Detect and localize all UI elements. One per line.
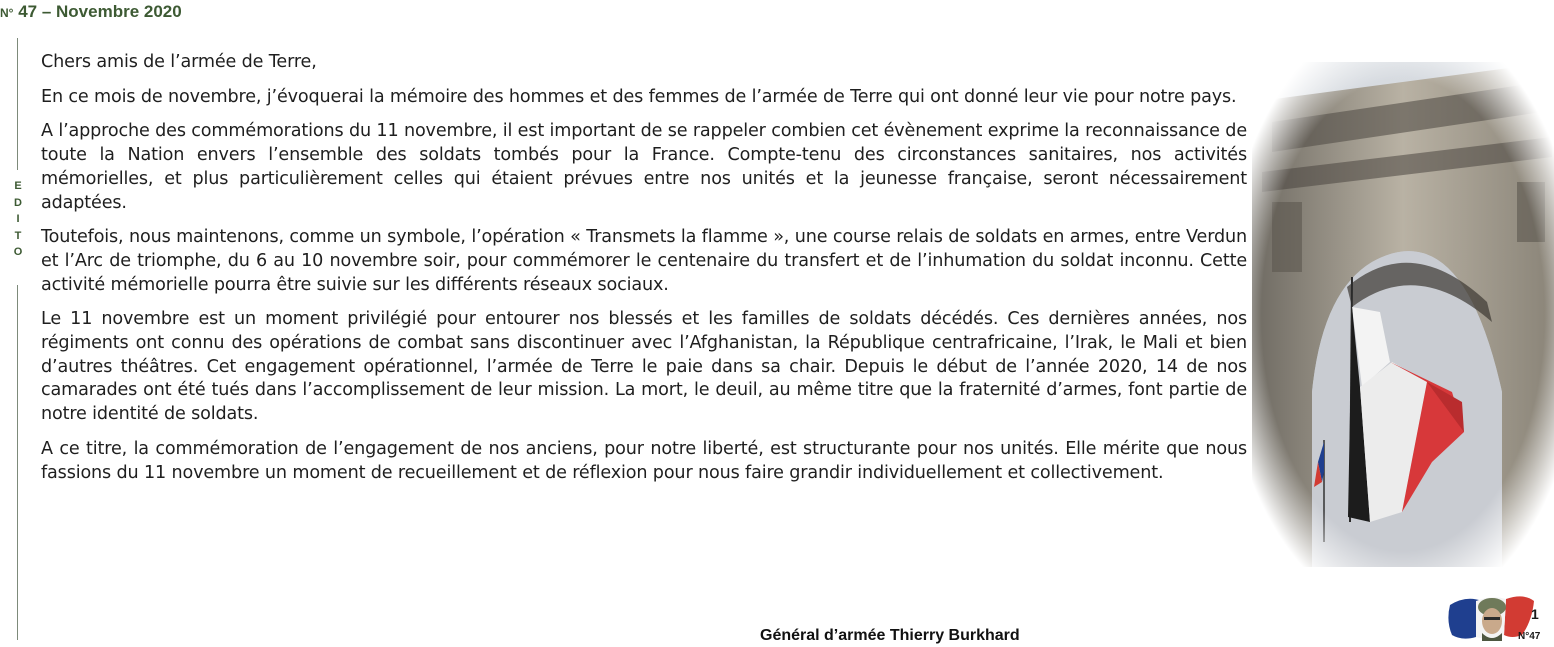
paragraph: En ce mois de novembre, j’évoquerai la mémoire des hommes et des femmes de l’armée de Terre qui ont donné leur vie pour notre pays. — [41, 86, 1237, 107]
issue-label: 47 – Novembre 2020 — [18, 2, 182, 21]
salutation: Chers amis de l’armée de Terre, — [41, 52, 317, 72]
edito-letter: I — [16, 213, 20, 225]
edito-letter: E — [14, 180, 22, 192]
edito-letter: D — [14, 196, 22, 209]
edito-letter: O — [13, 246, 23, 258]
issue-header — [0, 2, 182, 22]
paragraph: Le 11 novembre est un moment privilégié pour entourer nos blessés et les familles de soldats décédés. Ces dernières années, nos régiments ont connu des opérations de combat sans discontinuer avec l’Afghanistan, la République centrafricaine, l’Irak, le Mali et bien d’autres théâtres. Cet engagement opérationnel, l’armée de Terre le paie dans sa chair. Depuis le début de l’année 2020, 14 de nos camarades ont été tués dans l’accomplissement de leur mission. La mort, le deuil, au même titre que la fraternité d’armes, font partie de notre identité de soldats. — [41, 309, 1247, 425]
edito-letter: T — [14, 229, 22, 242]
paragraph: A l’approche des commémorations du 11 novembre, il est important de se rappeler combien cet évènement exprime la reconnaissance de toute la Nation envers l’ensemble des soldats tombés pour la France. Compte-tenu des circonstances sanitaires, nos activités mémorielles, et plus particulièrement celles qui étaient prévues entre nos unités et la jeunesse française, seront nécessairement adaptées. — [41, 121, 1247, 213]
issue-number-prefix: N° — [0, 6, 14, 20]
margin-rule-bottom — [17, 285, 18, 640]
logo-issue-number: N°47 — [1518, 631, 1541, 642]
paragraph: A ce titre, la commémoration de l’engagement de nos anciens, pour notre liberté, est structurante pour nos unités. Elle mérite que nous fassions du 11 novembre un moment de recueillement et de réflexion pour nous faire grandir individuellement et collectivement. — [41, 438, 1247, 483]
edito-side-label — [12, 178, 24, 261]
page-number: 1 — [1531, 606, 1539, 622]
signature: Général d’armée Thierry Burkhard — [760, 627, 1020, 644]
arc-de-triomphe-photo — [1252, 62, 1554, 567]
editorial-body — [41, 51, 1247, 496]
paragraph: Toutefois, nous maintenons, comme un symbole, l’opération « Transmets la flamme », une course relais de soldats en armes, entre Verdun et l’Arc de triomphe, du 6 au 10 novembre soir, pour commémorer le centenaire du transfert et de l’inhumation du soldat inconnu. Cette activité mémorielle pourra être suivie sur les différents réseaux sociaux. — [41, 227, 1247, 295]
margin-rule-top — [17, 38, 18, 170]
